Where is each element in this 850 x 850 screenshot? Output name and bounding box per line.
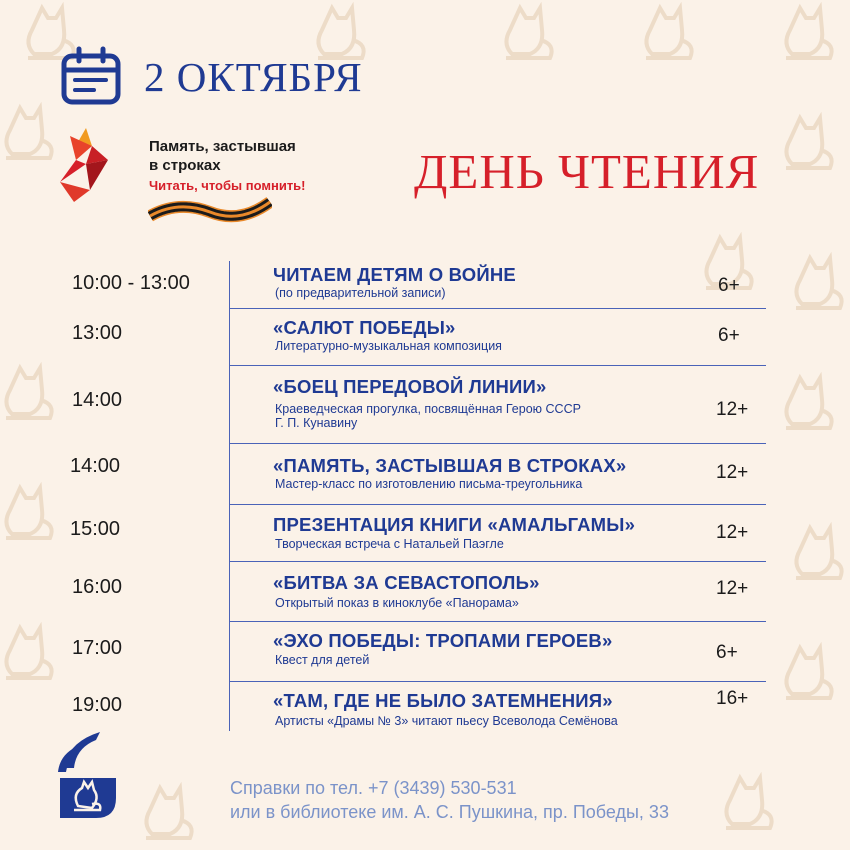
library-logo (56, 728, 118, 820)
header (60, 46, 363, 108)
row-time: 14:00 (72, 389, 123, 411)
row-separator (229, 443, 766, 444)
event-title: ДЕНЬ ЧТЕНИЯ (414, 144, 760, 199)
row-time: 13:00 (72, 322, 123, 344)
age-badge: 6+ (716, 642, 738, 663)
row-desc: Артисты «Драмы № 3» читают пьесу Всеволода Семёнова (275, 714, 618, 728)
age-badge: 6+ (718, 275, 740, 296)
age-badge: 6+ (718, 325, 740, 346)
row-desc: Краеведческая прогулка, посвящённая Герою СССР (275, 402, 581, 416)
row-separator (229, 504, 766, 505)
row-title: «ТАМ, ГДЕ НЕ БЫЛО ЗАТЕМНЕНИЯ» (273, 690, 613, 711)
row-separator (229, 561, 766, 562)
age-badge: 12+ (716, 462, 749, 483)
row-separator (229, 365, 766, 366)
row-separator (229, 621, 766, 622)
row-desc: Мастер-класс по изготовлению письма-треугольника (275, 477, 583, 491)
flame-star-logo (56, 126, 116, 204)
calendar-icon (60, 46, 122, 108)
row-title: «ЭХО ПОБЕДЫ: ТРОПАМИ ГЕРОЕВ» (273, 630, 613, 651)
row-desc: Открытый показ в киноклубе «Панорама» (275, 596, 519, 610)
age-badge: 12+ (716, 578, 749, 599)
row-time: 15:00 (70, 518, 121, 540)
row-desc: (по предварительной записи) (275, 286, 446, 300)
date-title: 2 ОКТЯБРЯ (144, 53, 363, 100)
age-badge: 12+ (716, 399, 749, 420)
schedule-divider (229, 261, 230, 731)
row-time: 16:00 (72, 576, 123, 598)
st-george-ribbon (148, 196, 272, 224)
row-separator (229, 681, 766, 682)
row-title: ПРЕЗЕНТАЦИЯ КНИГИ «АМАЛЬГАМЫ» (273, 514, 636, 535)
row-time: 19:00 (72, 694, 123, 716)
row-time: 10:00 - 13:00 (72, 272, 190, 294)
promo-slogan: Читать, чтобы помнить! (149, 178, 306, 193)
age-badge: 16+ (716, 688, 749, 709)
row-title: ЧИТАЕМ ДЕТЯМ О ВОЙНЕ (273, 264, 516, 285)
row-time: 14:00 (70, 455, 121, 477)
row-desc: Творческая встреча с Натальей Паэгле (275, 537, 504, 551)
row-desc: Г. П. Кунавину (275, 416, 358, 430)
contacts (230, 776, 669, 824)
row-title: «БИТВА ЗА СЕВАСТОПОЛЬ» (273, 572, 540, 593)
row-title: «БОЕЦ ПЕРЕДОВОЙ ЛИНИИ» (273, 376, 547, 397)
promo-block (149, 137, 306, 195)
contacts-phone: Справки по тел. +7 (3439) 530-531 (230, 778, 517, 798)
row-desc: Квест для детей (275, 653, 370, 667)
row-desc: Литературно-музыкальная композиция (275, 339, 502, 353)
row-title: «САЛЮТ ПОБЕДЫ» (273, 317, 456, 338)
promo-line-1: Память, застывшая (149, 138, 296, 155)
contacts-address: или в библиотеке им. А. С. Пушкина, пр. Победы, 33 (230, 802, 669, 822)
promo-line-2: в строках (149, 157, 221, 174)
row-separator (229, 308, 766, 309)
row-title: «ПАМЯТЬ, ЗАСТЫВШАЯ В СТРОКАХ» (273, 455, 627, 476)
age-badge: 12+ (716, 522, 749, 543)
row-time: 17:00 (72, 637, 123, 659)
